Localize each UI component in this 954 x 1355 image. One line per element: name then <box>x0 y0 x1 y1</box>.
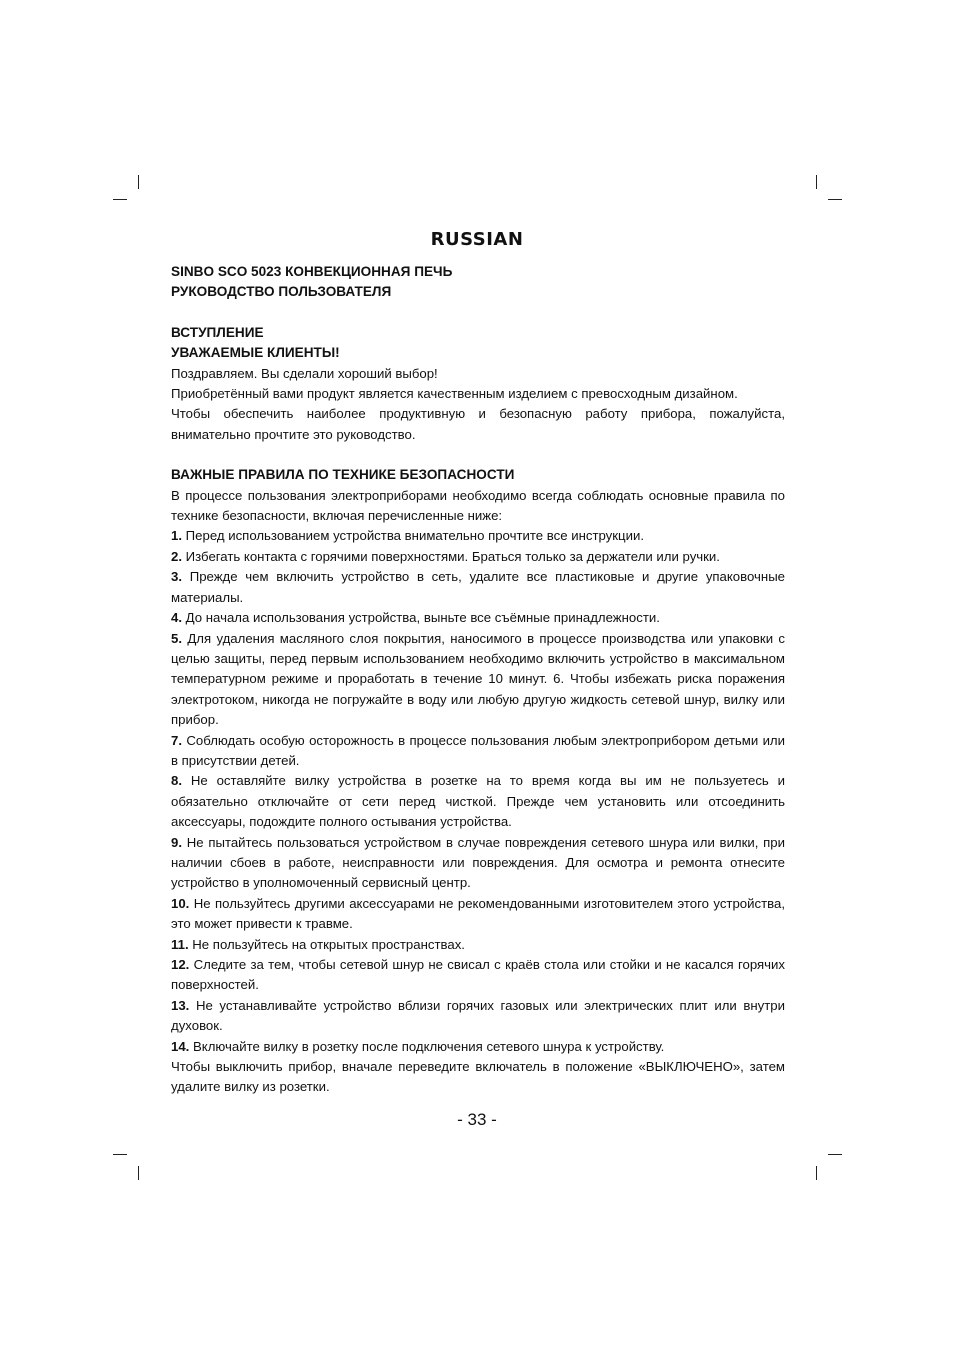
language-heading: RUSSIAN <box>430 229 524 250</box>
crop-mark-bottom-left <box>138 1166 139 1180</box>
crop-mark-bottom-right <box>816 1166 817 1180</box>
rule-number: 3. <box>171 569 182 585</box>
safety-heading: ВАЖНЫЕ ПРАВИЛА ПО ТЕХНИКЕ БЕЗОПАСНОСТИ <box>171 467 515 483</box>
rule-text: Не оставляйте вилку устройства в розетке на то время когда вы им не пользуетесь и обязательно отключайте от сети перед чисткой. Прежде чем установить или отсоединить аксессуары, подождите полного остывания устройства. <box>171 773 786 830</box>
rule-number: 4. <box>171 610 182 626</box>
rule-number: 12. <box>171 957 190 972</box>
document-subtitle: РУКОВОДСТВО ПОЛЬЗОВАТЕЛЯ <box>171 284 392 300</box>
crop-mark-top-left <box>138 175 139 189</box>
safety-rule <box>171 771 785 832</box>
document-title: SINBO SCO 5023 КОНВЕКЦИОННАЯ ПЕЧЬ <box>171 264 453 279</box>
rule-text: Перед использованием устройства внимательно прочтите все инструкции. <box>185 528 644 544</box>
rule-text: Избегать контакта с горячими поверхностями. Браться только за держатели или ручки. <box>185 548 720 564</box>
rule-number: 11. <box>171 936 189 952</box>
safety-lead: В процессе пользования электроприборами необходимо всегда соблюдать основные правила по технике безопасности, включая перечисленные ниже: <box>171 487 785 524</box>
rule-text: Прежде чем включить устройство в сеть, удалите все пластиковые и другие упаковочные материалы. <box>171 569 786 605</box>
rule-number: 8. <box>171 773 182 789</box>
safety-rule <box>171 955 785 996</box>
manual-content <box>171 262 785 1098</box>
page-number: - 33 - <box>457 1110 497 1129</box>
rule-text: Не устанавливайте устройство вблизи горячих газовых или электрических плит или внутри духовок. <box>171 997 785 1034</box>
safety-rule <box>171 629 785 731</box>
safety-rule <box>171 833 785 894</box>
safety-rule <box>171 935 785 955</box>
rule-number: 13. <box>171 997 190 1013</box>
safety-rule <box>171 1037 785 1057</box>
safety-rule <box>171 567 785 608</box>
safety-rule <box>171 894 785 935</box>
rule-number: 14. <box>171 1038 190 1054</box>
rule-text: Для удаления масляного слоя покрытия, наносимого в процессе производства или упаковки с целью защиты, перед первым использованием необходимо включить устройство в максимальном температурном режиме и проработать в течение 10 минут. 6. Чтобы избежать риска поражения электротоком, никогда не погружайте в воду или любую другую жидкость сетевой шнур, вилку или прибор. <box>171 630 785 728</box>
crop-mark-top-right <box>816 175 817 189</box>
safety-rule <box>171 731 785 772</box>
safety-closing: Чтобы выключить прибор, вначале переведите включатель в положение «ВЫКЛЮЧЕНО», затем удалите вилку из розетки. <box>171 1059 785 1095</box>
safety-rule <box>171 608 785 628</box>
safety-rule <box>171 547 785 567</box>
rule-text: Не пользуйтесь на открытых пространствах. <box>192 936 465 952</box>
safety-rules-list <box>171 526 785 1057</box>
rule-text: Не пользуйтесь другими аксессуарами не рекомендованными изготовителем этого устройства, это может привести к травме. <box>171 895 785 932</box>
rule-text: Следите за тем, чтобы сетевой шнур не свисал с краёв стола или стойки и не касался горячих поверхностей. <box>171 957 785 993</box>
intro-heading: ВСТУПЛЕНИЕ <box>171 324 264 340</box>
crop-mark-top-left <box>113 199 127 200</box>
intro-paragraph: Поздравляем. Вы сделали хороший выбор! <box>171 365 438 381</box>
rule-text: До начала использования устройства, выньте все съёмные принадлежности. <box>185 610 660 626</box>
intro-subheading: УВАЖАЕМЫЕ КЛИЕНТЫ! <box>171 345 340 361</box>
rule-text: Соблюдать особую осторожность в процессе пользования любым электроприбором детьми или в присутствии детей. <box>171 732 785 768</box>
intro-paragraph: Приобретённый вами продукт является качественным изделием с превосходным дизайном. <box>171 386 738 402</box>
rule-number: 1. <box>171 528 182 544</box>
intro-paragraph: Чтобы обеспечить наиболее продуктивную и безопасную работу прибора, пожалуйста, внимательно прочтите это руководство. <box>171 406 785 442</box>
rule-number: 9. <box>171 834 182 850</box>
safety-rule <box>171 526 785 546</box>
rule-number: 2. <box>171 548 182 564</box>
rule-text: Включайте вилку в розетку после подключения сетевого шнура к устройству. <box>193 1038 665 1054</box>
safety-rule <box>171 996 785 1037</box>
rule-text: Не пытайтесь пользоваться устройством в случае повреждения сетевого шнура или вилки, при наличии сбоев в работе, неисправности или повреждения. Для осмотра и ремонта отнесите устройство в уполномоченный сервисный центр. <box>171 834 785 891</box>
crop-mark-top-right <box>828 199 842 200</box>
crop-mark-bottom-left <box>113 1154 127 1155</box>
rule-number: 5. <box>171 630 182 646</box>
crop-mark-bottom-right <box>828 1154 842 1155</box>
rule-number: 10. <box>171 895 190 911</box>
rule-number: 7. <box>171 732 182 748</box>
